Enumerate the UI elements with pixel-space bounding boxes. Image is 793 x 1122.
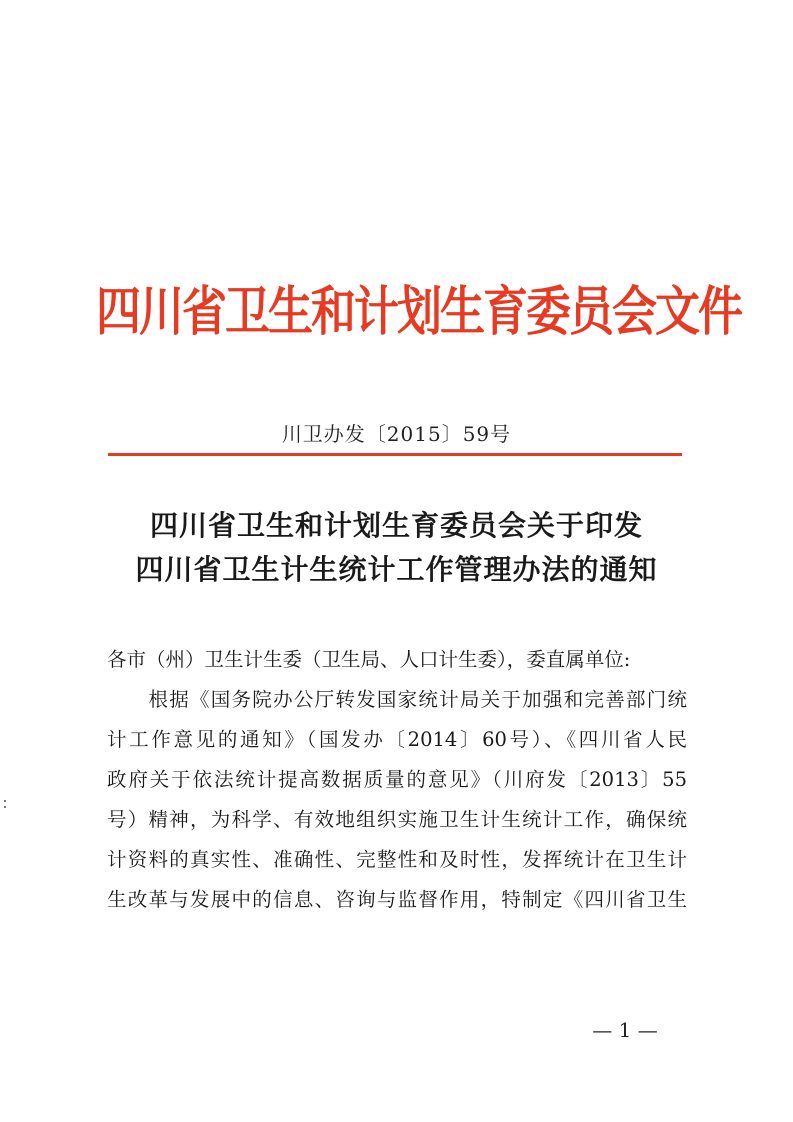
- body-line: 号）精神，为科学、有效地组织实施卫生计生统计工作，确保统: [107, 808, 687, 831]
- body-line: 生改革与发展中的信息、咨询与监督作用，特制定《四川省卫生: [107, 888, 687, 911]
- notice-title: [0, 504, 793, 592]
- body-line: 计工作意见的通知》（国发办〔2014〕60号）、《四川省人民: [107, 728, 687, 751]
- page-number: — 1 —: [592, 1018, 658, 1042]
- notice-title-line-1: 四川省卫生和计划生育委员会关于印发: [149, 509, 643, 542]
- body-line: 计资料的真实性、准确性、完整性和及时性，发挥统计在卫生计: [107, 848, 687, 871]
- issuer-header-title: 四川省卫生和计划生育委员会文件: [96, 280, 742, 343]
- salutation-line: 各市（州）卫生计生委（卫生局、人口计生委），委直属单位:: [107, 648, 631, 671]
- body-line: 政府关于依法统计提高数据质量的意见》（川府发〔2013〕55: [107, 768, 687, 791]
- scan-speck: [4, 800, 6, 802]
- document-number: 川卫办发〔2015〕59号: [281, 422, 512, 446]
- red-divider-line: [108, 453, 682, 456]
- scan-speck: [4, 806, 6, 808]
- body-text: [107, 640, 687, 920]
- body-line: 根据《国务院办公厅转发国家统计局关于加强和完善部门统: [107, 688, 687, 711]
- notice-title-line-2: 四川省卫生计生统计工作管理办法的通知: [135, 553, 658, 586]
